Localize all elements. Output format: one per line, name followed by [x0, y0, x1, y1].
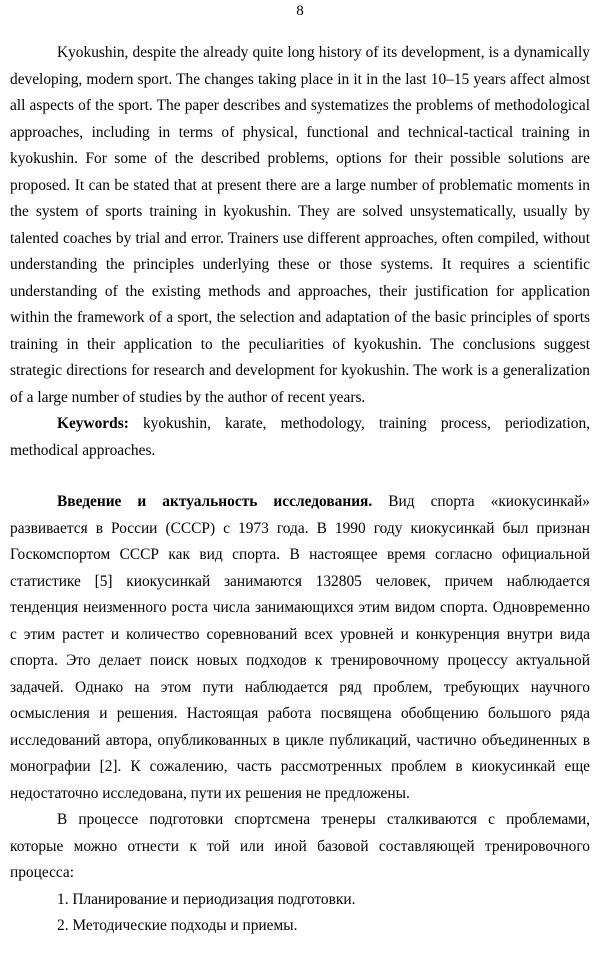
intro-heading: Введение и актуальность исследования.	[57, 493, 373, 510]
keywords-text: kyokushin, karate, methodology, training process, periodization, methodical approaches.	[10, 415, 590, 459]
document-body	[10, 40, 590, 940]
section-gap	[10, 464, 590, 489]
intro-text: Вид спорта «киокусинкай» развивается в России (СССР) с 1973 года. В 1990 году киокусинкай был признан Госкомспортом СССР как вид спорта. В настоящее время согласно официальной статистике [5] киокусинкай занимаются 132805 человек, причем наблюдается тенденция неизменного роста числа занимающихся этим видом спорта. Одновременно с этим растет и количество соревнований всех уровней и конкуренция внутри вида спорта. Это делает поиск новых подходов к тренировочному процессу актуальной задачей. Однако на этом пути наблюдается ряд проблем, требующих научного осмысления и решения. Настоящая работа посвящена обобщению большого ряда исследований автора, опубликованных в цикле публикаций, частично объединенных в монографии [2]. К сожалению, часть рассмотренных проблем в киокусинкай еще недостаточно исследована, пути их решения не предложены.	[10, 493, 590, 802]
list-item: 2. Методические подходы и приемы.	[57, 917, 298, 934]
intro-paragraph	[10, 489, 590, 807]
page-number: 8	[296, 3, 304, 19]
abstract-paragraph: Kyokushin, despite the already quite long history of its development, is a dynamically developing, modern sport. The changes taking place in it in the last 10–15 years affect almost all aspects of the sport. The paper describes and systematizes the problems of methodological approaches, including in terms of physical, functional and technical-tactical training in kyokushin. For some of the described problems, options for their possible solutions are proposed. It can be stated that at present there are a large number of problematic moments in the system of sports training in kyokushin. They are solved unsystematically, usually by talented coaches by trial and error. Trainers use different approaches, often compiled, without understanding the principles underlying these or those systems. It requires a scientific understanding of the existing methods and approaches, their justification for application within the framework of a sport, the selection and adaptation of the basic principles of sports training in their application to the peculiarities of kyokushin. The conclusions suggest strategic directions for research and development for kyokushin. The work is a generalization of a large number of studies by the author of recent years.	[10, 44, 590, 406]
keywords-paragraph	[10, 411, 590, 464]
list-item: 1. Планирование и периодизация подготовки.	[57, 890, 356, 908]
process-paragraph: В процессе подготовки спортсмена тренеры сталкиваются с проблемами, которые можно отнести к той или иной базовой составляющей тренировочного процесса:	[10, 811, 590, 881]
keywords-label: Keywords:	[57, 415, 129, 432]
